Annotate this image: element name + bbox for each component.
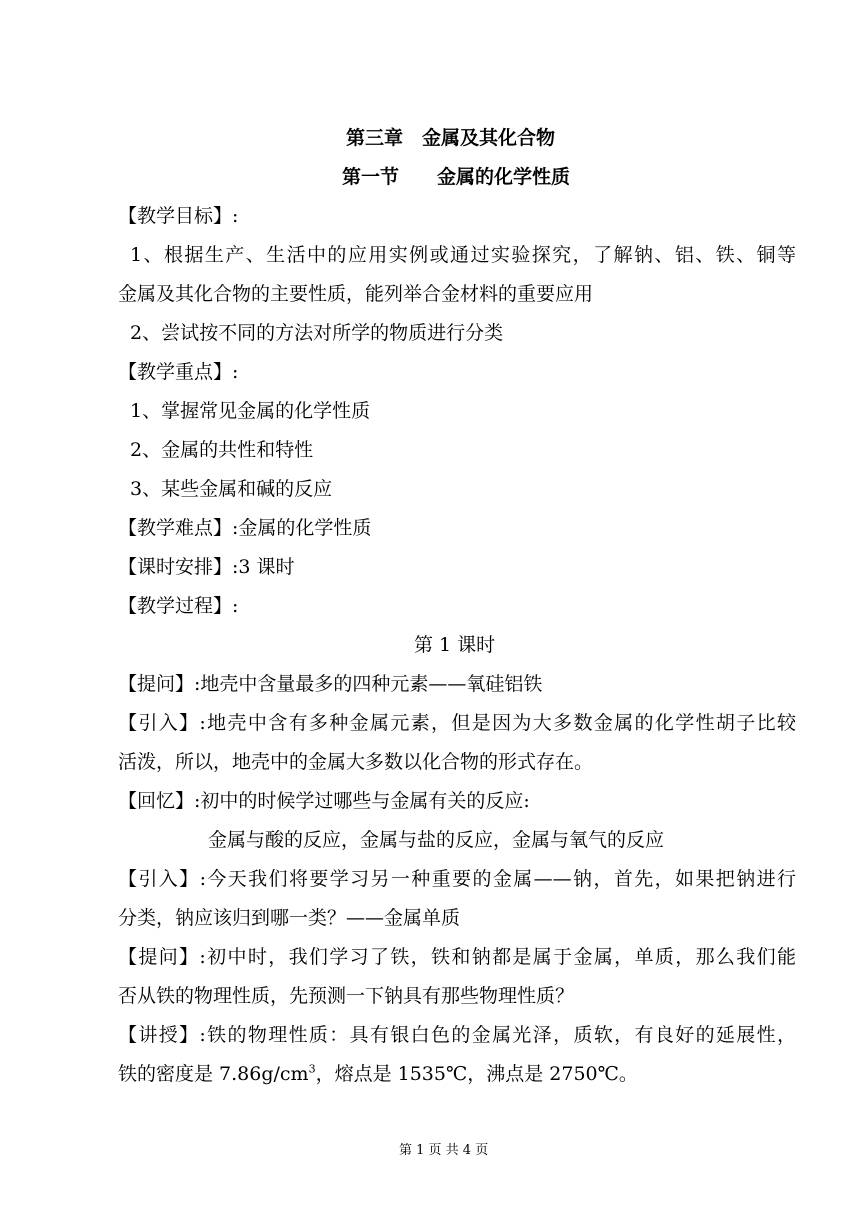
difficulty-text: 金属的化学性质: [238, 517, 372, 539]
paragraph-text: 初中的时候学过哪些与金属有关的反应:: [200, 790, 530, 812]
objective-item-1-line-2: 金属及其化合物的主要性质，能列举合金材料的重要应用: [118, 283, 594, 305]
key-point-item-2: 2、金属的共性和特性: [130, 439, 314, 461]
lecture-paragraph-line-1: [118, 1023, 796, 1047]
paragraph-text: 铁的物理性质：具有银白色的金属光泽，质软，有良好的延展性，: [205, 1024, 796, 1046]
lesson-heading: 第 1 课时: [414, 634, 496, 656]
intro-paragraph-2-line-2: 分类，钠应该归到哪一类？——金属单质: [118, 907, 461, 929]
objective-item-1-line-1: 1、根据生产、生活中的应用实例或通过实验探究，了解钠、铝、铁、铜等: [130, 244, 796, 266]
key-points-label: 【教学重点】:: [118, 361, 239, 383]
schedule-label: 【课时安排】:: [118, 556, 239, 578]
difficulty-row: [118, 516, 371, 540]
question-paragraph-1: [118, 672, 542, 696]
intro-paragraph-2-line-1: [118, 867, 796, 891]
question-paragraph-2-line-1: [118, 945, 796, 969]
paragraph-text: 今天我们将要学习另一种重要的金属——钠，首先，如果把钠进行: [205, 868, 796, 890]
intro-paragraph-1-line-2: 活泼，所以，地壳中的金属大多数以化合物的形式存在。: [118, 751, 594, 773]
recall-detail: 金属与酸的反应，金属与盐的反应，金属与氧气的反应: [208, 829, 665, 851]
process-label: 【教学过程】:: [118, 595, 239, 617]
question-paragraph-2-line-2: 否从铁的物理性质，先预测一下钠具有那些物理性质？: [118, 985, 575, 1007]
difficulty-label: 【教学难点】:: [118, 517, 239, 539]
key-point-item-3: 3、某些金属和碱的反应: [130, 478, 333, 500]
temperature-text: ，熔点是 1535℃，沸点是 2750℃。: [315, 1063, 638, 1085]
paragraph-text: 初中时，我们学习了铁，铁和钠都是属于金属，单质，那么我们能: [205, 946, 796, 968]
intro-paragraph-1-line-1: [118, 711, 796, 735]
recall-paragraph: [118, 789, 530, 813]
paragraph-text: 地壳中含量最多的四种元素——氧硅铝铁: [200, 673, 543, 695]
paragraph-label: 【引入】:: [118, 712, 206, 734]
paragraph-label: 【引入】:: [118, 868, 206, 890]
schedule-row: [118, 555, 295, 579]
key-point-item-1: 1、掌握常见金属的化学性质: [130, 400, 371, 422]
paragraph-text: 地壳中含有多种金属元素，但是因为大多数金属的化学性胡子比较: [205, 712, 796, 734]
paragraph-label: 【提问】:: [118, 946, 206, 968]
objective-item-2: 2、尝试按不同的方法对所学的物质进行分类: [130, 322, 504, 344]
lecture-paragraph-line-2: [118, 1062, 638, 1086]
chapter-title: 第三章 金属及其化合物: [346, 127, 556, 149]
paragraph-label: 【回忆】:: [118, 790, 201, 812]
schedule-text: 3 课时: [238, 556, 295, 578]
density-exponent: 3: [308, 1062, 316, 1076]
section-title: 第一节 金属的化学性质: [342, 166, 571, 188]
density-text: 铁的密度是 7.86g/cm: [118, 1063, 309, 1085]
paragraph-label: 【讲授】:: [118, 1024, 206, 1046]
paragraph-label: 【提问】:: [118, 673, 201, 695]
page-footer: 第 1 页 共 4 页: [399, 1143, 489, 1158]
objectives-label: 【教学目标】:: [118, 205, 239, 227]
